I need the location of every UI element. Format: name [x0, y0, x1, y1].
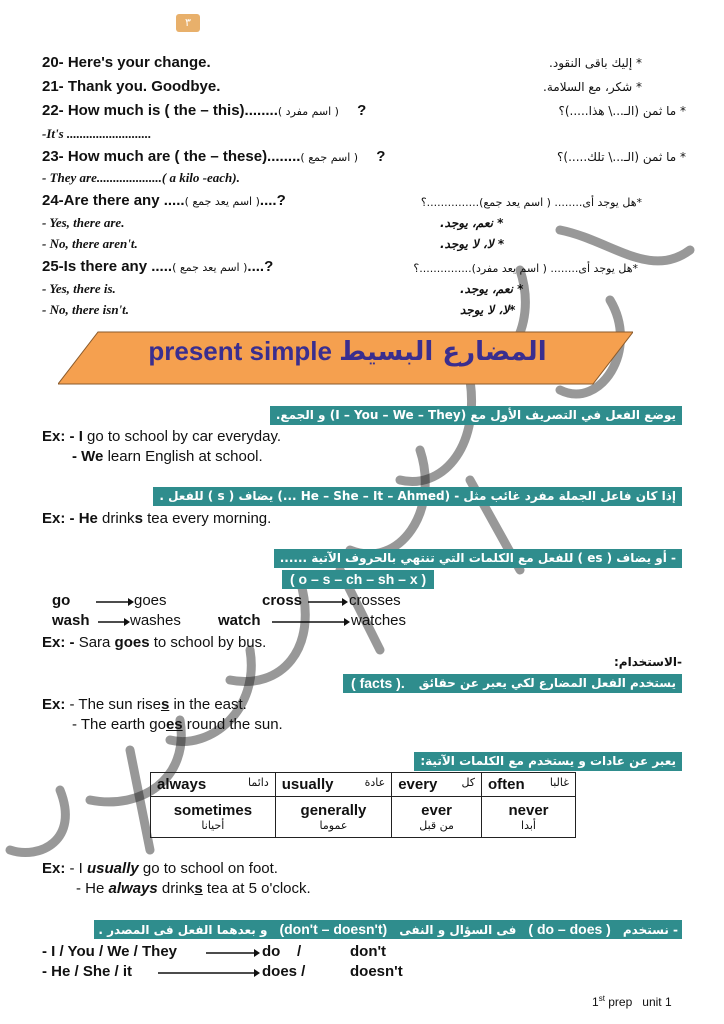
rule1-ex1: Ex: - I go to school by car everyday.	[42, 428, 282, 445]
pair-goes: goes	[134, 592, 167, 609]
answer-its: -It's ..........................	[42, 126, 152, 141]
rule2-ex: Ex: - He drinks tea every morning.	[42, 510, 272, 527]
pair-watch: watch	[218, 612, 261, 629]
phrase-21-ar: * شكر، مع السلامة.	[543, 80, 642, 94]
facts-bar	[343, 674, 682, 693]
adverb-cell: often غالبا	[482, 773, 576, 797]
answer-yes-are-ar: * نعم، يوجد.	[440, 216, 504, 230]
adverb-cell: never أبدا	[482, 797, 576, 838]
pair-go: go	[52, 592, 71, 609]
arrow-icon	[96, 597, 134, 607]
do-does-text-3: و بعدهما الفعل فى المصدر .	[98, 922, 268, 937]
page-footer: 1st prep unit 1	[592, 994, 672, 1009]
rule3-letters: ( o – s – ch – sh – x )	[282, 570, 434, 589]
does-row-subject: - He / She / it	[42, 963, 133, 980]
habits-ex1: Ex: - I usually go to school on foot.	[42, 860, 278, 877]
pair-washes: washes	[130, 612, 181, 629]
phrase-24-ar: *هل يوجد أى........ ( اسم يعد جمع)...............؟	[420, 196, 642, 209]
phrase-25-ar: *هل يوجد أى........ ( اسم يعد مفرد)...............؟	[413, 262, 638, 275]
usage-ex1: Ex: - The sun rises in the east.	[42, 696, 247, 713]
adverb-cell: ever من قبل	[392, 797, 482, 838]
arrow-icon	[98, 617, 130, 627]
title-en: present simple	[148, 336, 332, 366]
answer-yes-are: - Yes, there are.	[42, 215, 125, 230]
answer-yes-is: - Yes, there is.	[42, 281, 116, 296]
do-row-aux: do /	[262, 943, 302, 960]
answer-yes-is-ar: * نعم، يوجد.	[460, 282, 524, 296]
does-row-aux: does /	[262, 963, 306, 980]
do-does-text-2: فى السؤال و النفى	[399, 922, 517, 937]
frequency-adverbs-table	[150, 772, 576, 838]
pair-watches: watches	[351, 612, 407, 629]
title-banner	[60, 336, 635, 367]
arrow-icon	[206, 948, 260, 958]
pair-wash: wash	[52, 612, 90, 629]
do-row-neg: don't	[350, 943, 387, 960]
answer-they-are: - They are....................( a kilo -each).	[42, 170, 240, 185]
pair-cross: cross	[262, 592, 303, 609]
table-row	[151, 773, 576, 797]
phrase-23-ar: * ما ثمن (الـ...\ تلك.....)؟	[557, 150, 686, 164]
do-does-bar	[94, 920, 682, 939]
habits-bar: يعبر عن عادات و يستخدم مع الكلمات الآتية:	[414, 752, 682, 771]
adverb-cell: generally عموما	[275, 797, 391, 838]
phrase-21: 21- Thank you. Goodbye.	[42, 78, 221, 95]
rule1-bar: يوضع الفعل في التصريف الأول مع (I – You – We – They) و الجمع.	[270, 406, 682, 425]
arrow-icon	[308, 597, 348, 607]
rule1-ex2: - We learn English at school.	[72, 448, 263, 465]
pair-crosses: crosses	[349, 592, 401, 609]
do-row-subject: - I / You / We / They	[42, 943, 178, 960]
habits-ex2: - He always drinks tea at 5 o'clock.	[76, 880, 311, 897]
phrase-22: 22- How much is ( the – this)........( اسم مفرد ) ?	[42, 102, 367, 119]
table-row	[151, 797, 576, 838]
answer-no-isnt: - No, there isn't.	[42, 302, 130, 317]
title-ar: المضارع البسيط	[339, 337, 547, 367]
answer-no-isnt-ar: *لا، لا يوجد	[460, 303, 516, 317]
phrase-20: 20- Here's your change.	[42, 54, 211, 71]
phrase-20-ar: * إليك باقى النقود.	[549, 56, 642, 70]
arrow-icon	[272, 617, 350, 627]
phrase-22-ar: * ما ثمن (الـ...\ هذا.....)؟	[558, 104, 686, 118]
does-row-neg: doesn't	[350, 963, 403, 980]
adverb-cell: always دائما	[151, 773, 276, 797]
answer-no-arent: - No, there aren't.	[42, 236, 138, 251]
answer-no-arent-ar: * لا، لا يوجد.	[440, 237, 505, 251]
adverb-cell: every كل	[392, 773, 482, 797]
rule3-ex: Ex: - Sara goes to school by bus.	[42, 634, 267, 651]
page-number-tab: ٣	[176, 14, 200, 32]
facts-bar-text: يستخدم الفعل المضارع لكي يعبر عن حقائق	[413, 674, 682, 693]
do-does-text-1: - نستخدم	[622, 922, 678, 937]
dont-doesnt-pill: (don't – doesn't)	[271, 920, 395, 939]
usage-ex2: - The earth goes round the sun.	[72, 716, 283, 733]
phrase-25: 25-Is there any .....( اسم يعد جمع )....?	[42, 258, 274, 275]
adverb-cell: sometimes أحيانا	[151, 797, 276, 838]
rule3-bar: - أو يضاف ( es ) للفعل مع الكلمات التي تنتهي بالحروف الآتية ......	[274, 549, 682, 568]
rule2-bar: إذا كان فاعل الجملة مفرد غائب مثل - (He – She – It – Ahmed ...) يضاف ( s ) للفعل .	[153, 487, 682, 506]
do-does-pill: ( do – does )	[520, 920, 618, 939]
phrase-24: 24-Are there any .....( اسم يعد جمع )....?	[42, 192, 286, 209]
usage-title: -الاستخدام:	[613, 655, 682, 669]
phrase-23: 23- How much are ( the – these)........( اسم جمع ) ?	[42, 148, 386, 165]
adverb-cell: usually عادة	[275, 773, 391, 797]
facts-pill: ( facts ).	[343, 674, 413, 693]
arrow-icon	[158, 968, 260, 978]
